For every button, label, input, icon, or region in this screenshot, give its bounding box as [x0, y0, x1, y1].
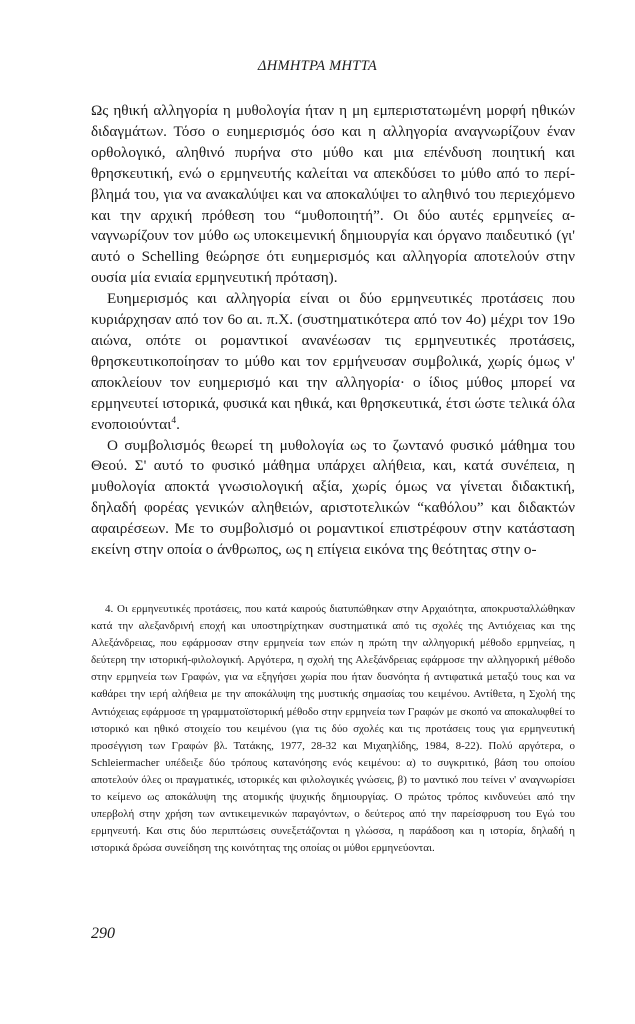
running-header: ΔΗΜΗΤΡΑ ΜΗΤΤΑ: [257, 58, 378, 74]
paragraph-text: Ευημερισμός και αλληγορία είναι οι δύο ερμηνευτικές προτάσεις που κυριάρχησαν από τον 6ο αι. π.Χ. (συστηματικότερα από τον 4ο) μέχρι τον 19ο αιώνα, οπότε οι ρομαντικοί ανανέωσαν τις ερμηνευτικές προτάσεις, θρησκευτικοποίησαν το μύθο και τον ερμήνευσαν συμβολικά, χωρίς όμως ν' αποκλείουν τον ευημερισμό και την αλληγορία· ο ίδιος μύθος μπορεί να ερμηνευτεί ιστορικά, φυσικά και ηθικά, και θρησκευτικά, έτσι ώστε τελικά όλα ενοποιούνται: [91, 290, 575, 433]
footnote-marker[interactable]: 4: [171, 415, 177, 426]
main-text: [91, 101, 575, 561]
page-number: 290: [91, 925, 115, 942]
paragraph: Ο συμβολισμός θεωρεί τη μυθολογία ως το ζωντανό φυσικό μάθημα του Θεού. Σ' αυτό το φυσικό μάθημα υπάρχει αλήθεια, και, κατά συνέπεια, η μυθολογία αποκτά γνωσιολογική αξία, χωρίς όμως να γίνεται διδακτική, δηλαδή φορέας γενικών αληθειών, αριστοτελικών “καθόλου” και διδακτών αφαιρέσεων. Με το συμβολισμό οι ρομαντικοί επιστρέφουν στην κατάσταση εκείνη στην οποία ο άνθρωπος, ως η επίγεια εικόνα της θεότητας στην ο-: [91, 436, 575, 559]
paragraph: Ευημερισμός και αλληγορία είναι οι δύο ερμηνευτικές προτάσεις που κυριάρχησαν από τον 6ο αι. π.Χ. (συστηματικότερα από τον 4ο) μέχρι τον 19ο αιώνα, οπότε οι ρομαντικοί ανανέωσαν τις ερμηνευτικές προτάσεις, θρησκευτικοποίησαν το μύθο και τον ερμήνευσαν συμβολικά, χωρίς όμως ν' αποκλείουν τον ευημερισμό και την αλληγορία· ο ίδιος μύθος μπορεί να ερμηνευτεί ιστορικά, φυσικά και ηθικά, και θρησκευτικά, έτσι ώστε τελικά όλα ενοποιούνται$^4$.: [91, 290, 575, 433]
footnote: 4. Οι ερμηνευτικές προτάσεις, που κατά καιρούς διατυπώθηκαν στην Αρχαιότητα, αποκρυσταλλώθηκαν κατά την αλεξανδρινή εποχή και υποστηρίχτηκαν συστηματικά από τις σχολές της Αντιόχειας και της Αλεξάνδρειας, που εφάρμοσαν στην ερμηνεία των επών η πρώτη την αλληγορική μέθοδο ερμηνείας, η δεύτερη την ιστορική-φιλολογική. Αργότερα, η σχολή της Αλεξάνδρειας εφάρμοσε την αλληγορική μέθοδο στην ερμηνεία των Γραφών, για να εξηγήσει χωρία που ήταν δυσνόητα ή αντιφατικά μεταξύ τους και να καθάρει την ιερή αλήθεια με την αποκάλυψη της μυστικής σημασίας του κειμένου. Αντίθετα, η Σχολή της Αντιόχειας εφάρμοσε τη γραμματοϊστορική μέθοδο στην ερμηνεία των Γραφών με σκοπό να αποκαλυφθεί το ιστορικό και ηθικό στοιχείο του κειμένου (για τις δύο σχολές και τις προτάσεις τους για ερμηνευτική προσέγγιση των Γραφών βλ. Τατάκης, 1977, 28-32 και Μιχαηλίδης, 1984, 8-22). Πολύ αργότερα, ο Schleiermacher υπέδειξε δύο τρόπους κατανόησης ενός κειμένου: α) το συγκριτικό, βάση του οποίου αποτελούν όλες οι πραγματικές, ιστορικές και φιλολογικές γνώσεις, β) το μαντικό που τείνει ν' αναγνωρίσει το κείμενο ως αποκάλυψη της ατομικής ψυχικής δημιουργίας. Ο πρώτος τρόπος κινδυνεύει από την υπερβολή στην χρήση των αντικειμενικών παραγόντων, ο δεύτερος από την παρείσφρυση του Εγώ του ερμηνευτή. Και στις δύο περιπτώσεις συνεξετάζονται η γλώσσα, η παράδοση και η ιστορία, δηλαδή η ιστορικά δρώσα συνείδηση της κοινότητας της οποίας οι μύθοι ερμηνεύονται.: [91, 603, 575, 855]
paragraph: Ως ηθική αλληγορία η μυθολογία ήταν η μη εμπεριστατωμένη μορφή ηθικών διδαγμάτων. Τόσο ο ευημερισμός όσο και η αλληγορία αναγνωρίζουν έναν ορθολογικό, αληθινό πυρήνα στο μύθο και μια επένδυση ποιητική και θρησκευτική, ενώ ο ερμηνευτής καλείται να απεκδύσει το μύθο από το περίβλημά του, για να ανακαλύψει και να αποκαλύψει το αληθινό του περιεχόμενο και την αρχική πρόθεση του “μυθοποιητή”. Οι δύο αυτές ερμηνείες αναγνωρίζουν τον μύθο ως υποκειμενική δημιουργία και όργανο παιδευτικό (γι' αυτό ο Schelling θεώρησε ότι ευημερισμός και αλληγορία αποτελούν στην ουσία μία ενιαία ερμηνευτική πρόταση).: [91, 102, 575, 287]
